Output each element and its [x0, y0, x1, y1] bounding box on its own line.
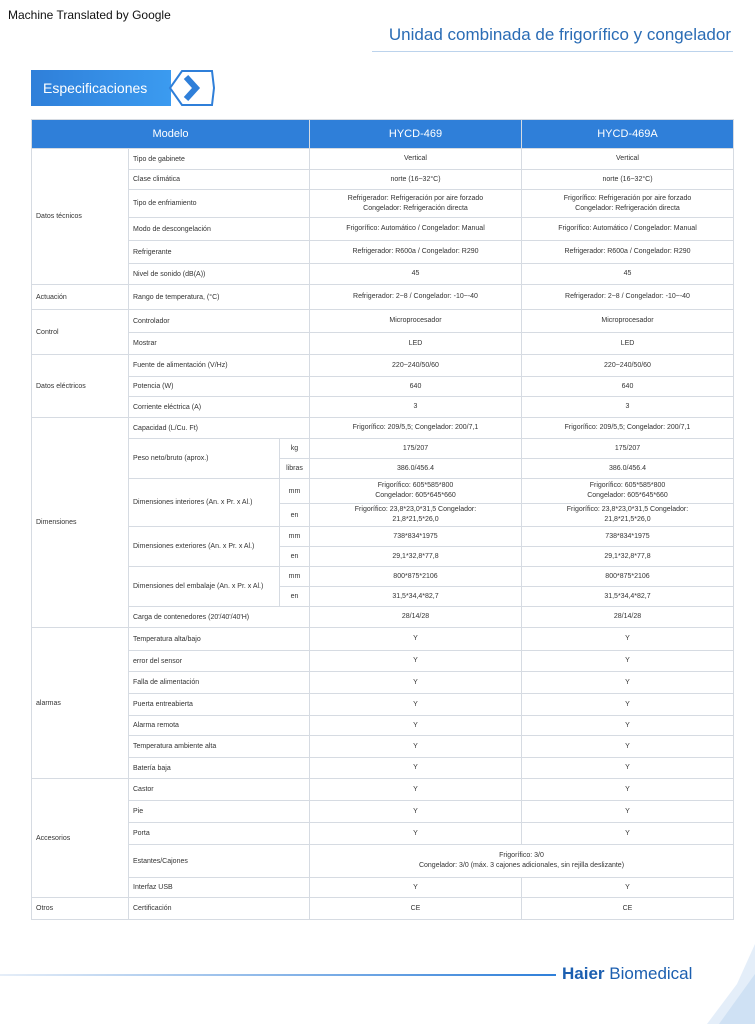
value-cell	[522, 823, 734, 845]
table-row	[32, 418, 734, 439]
value-cell	[310, 439, 522, 459]
value-cell	[522, 170, 734, 190]
value-cell	[522, 439, 734, 459]
value-line: 220~240/50/60	[604, 361, 651, 369]
value-line: Y	[413, 785, 418, 793]
value-cell	[310, 397, 522, 418]
parameter-cell: Tipo de enfriamiento	[129, 190, 310, 218]
value-line: Vertical	[404, 155, 427, 162]
parameter-cell: Temperatura alta/bajo	[129, 628, 310, 651]
value-line: Congelador: 605*645*660	[587, 492, 668, 499]
parameter-cell: Puerta entreabierta	[129, 694, 310, 716]
table-row	[32, 878, 734, 898]
value-line: Frigorífico: 23,8*23,0*31,5 Congelador:	[354, 506, 477, 513]
category-cell: Datos técnicos	[32, 149, 129, 285]
table-row	[32, 264, 734, 285]
machine-translated-label: Machine Translated by Google	[8, 8, 171, 22]
value-line: Y	[625, 829, 630, 837]
parameter-cell: Mostrar	[129, 333, 310, 355]
value-line: Congelador: Refrigeración directa	[575, 204, 680, 212]
parameter-cell: Peso neto/bruto (aprox.)	[129, 439, 280, 479]
table-row	[32, 758, 734, 779]
value-line: Y	[413, 635, 418, 642]
unit-cell: en	[280, 587, 310, 607]
value-cell	[310, 823, 522, 845]
value-line: Refrigerador: R600a / Congelador: R290	[564, 248, 691, 255]
value-cell	[310, 527, 522, 547]
table-header-row	[32, 120, 734, 149]
value-cell	[522, 479, 734, 504]
value-cell	[522, 779, 734, 801]
parameter-cell: Nivel de sonido (dB(A))	[129, 264, 310, 285]
value-cell	[522, 285, 734, 310]
value-cell	[310, 651, 522, 672]
value-line: Y	[413, 700, 418, 708]
category-cell: alarmas	[32, 628, 129, 779]
value-cell	[522, 607, 734, 628]
table-row	[32, 310, 734, 333]
value-cell	[310, 310, 522, 333]
value-cell	[522, 310, 734, 333]
parameter-cell: Clase climática	[129, 170, 310, 190]
value-line: 640	[621, 382, 634, 390]
value-line: Y	[625, 742, 630, 750]
value-cell	[310, 587, 522, 607]
value-line: Frigorífico: 605*585*800	[377, 482, 454, 489]
value-cell	[310, 459, 522, 479]
category-cell: Actuación	[32, 285, 129, 310]
value-line: Y	[625, 678, 630, 686]
value-cell	[310, 149, 522, 170]
value-cell	[522, 736, 734, 758]
header-model-1: HYCD-469	[310, 120, 522, 149]
title-divider	[372, 51, 733, 52]
parameter-cell: Fuente de alimentación (V/Hz)	[129, 355, 310, 377]
value-cell	[522, 758, 734, 779]
value-line: Y	[625, 657, 630, 664]
value-line: Refrigerador: 2~8 / Congelador: -10~-40	[353, 293, 478, 300]
value-cell	[522, 418, 734, 439]
value-line: Congelador: Refrigeración directa	[363, 204, 468, 212]
value-line: LED	[620, 339, 635, 347]
value-line: Microprocesador	[389, 317, 442, 324]
value-line: 386.0/456.4	[609, 464, 646, 472]
value-line: Y	[625, 764, 630, 771]
value-cell	[310, 418, 522, 439]
table-row	[32, 801, 734, 823]
value-line: 45	[411, 270, 420, 277]
table-row	[32, 479, 734, 504]
category-cell: Accesorios	[32, 779, 129, 898]
value-cell	[522, 377, 734, 397]
category-cell: Control	[32, 310, 129, 355]
value-cell	[522, 716, 734, 736]
value-line: LED	[408, 339, 423, 347]
value-cell	[310, 779, 522, 801]
table-row	[32, 628, 734, 651]
table-row	[32, 779, 734, 801]
value-line: 3	[413, 403, 418, 410]
parameter-cell: Capacidad (L/Cu. Ft)	[129, 418, 310, 439]
parameter-cell: Castor	[129, 779, 310, 801]
parameter-cell: Temperatura ambiente alta	[129, 736, 310, 758]
parameter-cell: Pie	[129, 801, 310, 823]
value-line: Microprocesador	[601, 317, 654, 324]
unit-cell: libras	[280, 459, 310, 479]
value-cell	[310, 898, 522, 920]
value-line: Refrigerador: 2~8 / Congelador: -10~-40	[565, 293, 690, 300]
value-line: Y	[625, 807, 630, 815]
value-line: Y	[413, 883, 418, 891]
table-row	[32, 567, 734, 587]
table-row	[32, 716, 734, 736]
chevron-right-icon	[168, 69, 216, 107]
value-line: 175/207	[402, 444, 429, 452]
value-line: 29,1*32,8*77,8	[392, 552, 439, 560]
value-cell	[310, 285, 522, 310]
value-line: CE	[622, 904, 633, 912]
value-cell	[522, 504, 734, 527]
parameter-cell: Batería baja	[129, 758, 310, 779]
value-cell	[310, 607, 522, 628]
value-line: 220~240/50/60	[392, 361, 439, 369]
parameter-cell: Carga de contenedores (20'/40'/40'H)	[129, 607, 310, 628]
value-cell	[310, 547, 522, 567]
header-model-2: HYCD-469A	[522, 120, 734, 149]
parameter-cell: error del sensor	[129, 651, 310, 672]
table-row	[32, 333, 734, 355]
footer-divider	[0, 974, 556, 976]
value-line: 21,8*21,5*26,0	[392, 516, 439, 523]
section-label: Especificaciones	[31, 70, 171, 106]
table-row	[32, 190, 734, 218]
value-cell	[310, 170, 522, 190]
value-line: Vertical	[616, 155, 639, 162]
value-line: Y	[413, 657, 418, 664]
table-row	[32, 397, 734, 418]
value-line: 45	[623, 270, 632, 277]
header-model: Modelo	[32, 120, 310, 149]
value-cell	[310, 355, 522, 377]
table-row	[32, 241, 734, 264]
category-cell: Datos eléctricos	[32, 355, 129, 418]
table-row	[32, 651, 734, 672]
spec-table	[31, 119, 734, 920]
value-cell	[522, 898, 734, 920]
value-line: Refrigerador: R600a / Congelador: R290	[352, 248, 479, 255]
value-cell	[522, 218, 734, 241]
value-cell	[522, 397, 734, 418]
value-cell	[310, 190, 522, 218]
value-cell	[522, 355, 734, 377]
value-line: 640	[409, 382, 422, 390]
parameter-cell: Refrigerante	[129, 241, 310, 264]
value-cell	[522, 567, 734, 587]
value-line: 738*834*1975	[393, 532, 438, 540]
parameter-cell: Rango de temperatura, (°C)	[129, 285, 310, 310]
table-row	[32, 285, 734, 310]
value-cell	[522, 547, 734, 567]
parameter-cell: Alarma remota	[129, 716, 310, 736]
value-line: CE	[410, 904, 421, 912]
value-cell	[522, 149, 734, 170]
table-row	[32, 439, 734, 459]
value-line: Y	[625, 883, 630, 891]
unit-cell: kg	[280, 439, 310, 459]
value-cell	[310, 333, 522, 355]
table-row	[32, 527, 734, 547]
unit-cell: en	[280, 504, 310, 527]
value-line: Frigorífico: 209/5,5; Congelador: 200/7,1	[564, 424, 691, 431]
value-line: 175/207	[614, 444, 641, 452]
value-cell	[522, 628, 734, 651]
table-row	[32, 898, 734, 920]
parameter-cell: Potencia (W)	[129, 377, 310, 397]
value-cell	[310, 672, 522, 694]
parameter-cell: Corriente eléctrica (A)	[129, 397, 310, 418]
value-line: Frigorífico: Automático / Congelador: Manual	[558, 225, 697, 232]
unit-cell: mm	[280, 567, 310, 587]
value-line: Congelador: 3/0 (máx. 3 cajones adicionales, sin rejilla deslizante)	[418, 862, 625, 869]
table-row	[32, 218, 734, 241]
value-cell	[310, 628, 522, 651]
value-line: 31,5*34,4*82,7	[392, 592, 439, 600]
value-cell	[310, 694, 522, 716]
value-cell	[310, 504, 522, 527]
value-line: 386.0/456.4	[397, 464, 434, 472]
value-line: Frigorífico: 23,8*23,0*31,5 Congelador:	[566, 506, 689, 513]
value-line: 31,5*34,4*82,7	[604, 592, 651, 600]
value-line: Y	[413, 829, 418, 837]
parameter-cell: Falla de alimentación	[129, 672, 310, 694]
parameter-cell: Estantes/Cajones	[129, 845, 310, 878]
value-line: 28/14/28	[401, 613, 430, 620]
value-line: norte (16~32°C)	[390, 175, 441, 183]
brand-logo: Haier Biomedical	[562, 964, 693, 983]
value-cell	[522, 878, 734, 898]
value-cell	[310, 264, 522, 285]
unit-cell: en	[280, 547, 310, 567]
value-line: Frigorífico: 209/5,5; Congelador: 200/7,1	[352, 424, 479, 431]
value-cell	[310, 377, 522, 397]
table-row	[32, 736, 734, 758]
value-line: 800*875*2106	[605, 572, 650, 580]
table-row	[32, 149, 734, 170]
parameter-cell: Certificación	[129, 898, 310, 920]
value-cell	[522, 801, 734, 823]
parameter-cell: Modo de descongelación	[129, 218, 310, 241]
value-cell	[522, 527, 734, 547]
value-cell	[310, 479, 522, 504]
value-cell	[522, 651, 734, 672]
value-line: 28/14/28	[613, 613, 642, 620]
table-row	[32, 672, 734, 694]
table-row	[32, 845, 734, 878]
value-cell	[522, 672, 734, 694]
value-cell	[310, 218, 522, 241]
value-cell	[522, 241, 734, 264]
value-line: Y	[625, 785, 630, 793]
table-row	[32, 377, 734, 397]
table-row	[32, 355, 734, 377]
value-cell	[522, 587, 734, 607]
value-line: Y	[413, 764, 418, 771]
table-row	[32, 170, 734, 190]
category-cell: Otros	[32, 898, 129, 920]
value-line: 3	[625, 403, 630, 410]
value-cell	[310, 241, 522, 264]
value-line: 29,1*32,8*77,8	[604, 552, 651, 560]
parameter-cell: Interfaz USB	[129, 878, 310, 898]
corner-decoration	[707, 944, 755, 1024]
value-cell	[522, 459, 734, 479]
value-cell	[522, 264, 734, 285]
table-row	[32, 823, 734, 845]
parameter-cell: Tipo de gabinete	[129, 149, 310, 170]
table-row	[32, 607, 734, 628]
value-cell	[310, 878, 522, 898]
parameter-cell: Controlador	[129, 310, 310, 333]
document-title: Unidad combinada de frigorífico y congelador	[388, 25, 731, 44]
value-line: Y	[625, 700, 630, 708]
value-line: Refrigerador: Refrigeración por aire forzado	[347, 194, 484, 202]
value-line: Frigorífico: Automático / Congelador: Manual	[346, 225, 485, 232]
parameter-cell: Dimensiones interiores (An. x Pr. x Al.)	[129, 479, 280, 527]
value-line: Y	[625, 635, 630, 642]
value-line: Y	[413, 721, 418, 729]
value-line: 21,8*21,5*26,0	[604, 516, 651, 523]
value-line: Y	[625, 721, 630, 729]
merged-value-cell	[310, 845, 734, 878]
value-line: Congelador: 605*645*660	[375, 492, 456, 499]
value-line: Y	[413, 678, 418, 686]
unit-cell: mm	[280, 479, 310, 504]
value-line: norte (16~32°C)	[602, 175, 653, 183]
value-line: 800*875*2106	[393, 572, 438, 580]
value-cell	[522, 694, 734, 716]
value-cell	[522, 190, 734, 218]
value-cell	[522, 333, 734, 355]
unit-cell: mm	[280, 527, 310, 547]
value-cell	[310, 801, 522, 823]
value-cell	[310, 758, 522, 779]
value-cell	[310, 716, 522, 736]
value-cell	[310, 567, 522, 587]
parameter-cell: Porta	[129, 823, 310, 845]
value-line: Frigorífico: 605*585*800	[589, 482, 666, 489]
value-line: Frigorífico: Refrigeración por aire forzado	[563, 194, 692, 202]
value-line: Y	[413, 742, 418, 750]
value-line: Frigorífico: 3/0	[499, 852, 544, 859]
table-row	[32, 694, 734, 716]
value-line: 738*834*1975	[605, 532, 650, 540]
parameter-cell: Dimensiones del embalaje (An. x Pr. x Al.)	[129, 567, 280, 607]
parameter-cell: Dimensiones exteriores (An. x Pr. x Al.)	[129, 527, 280, 567]
value-cell	[310, 736, 522, 758]
value-line: Y	[413, 807, 418, 815]
category-cell: Dimensiones	[32, 418, 129, 628]
